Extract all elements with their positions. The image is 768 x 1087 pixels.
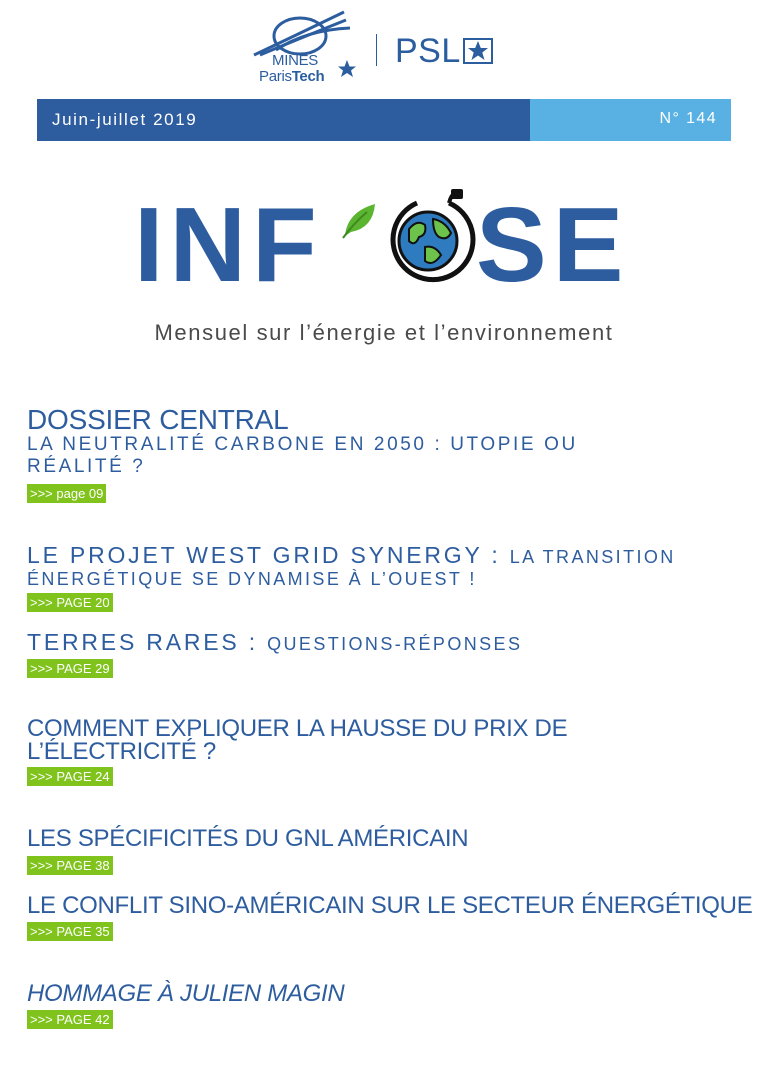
dossier-title: DOSSIER CENTRAL xyxy=(27,404,289,435)
dossier-page-link[interactable]: >>> page 09 xyxy=(27,484,106,503)
terres-rares-title: TERRES RARES : QUESTIONS-RÉPONSES xyxy=(27,629,523,655)
hommage-page-link[interactable]: >>> PAGE 42 xyxy=(27,1010,113,1029)
hommage-title: HOMMAGE À JULIEN MAGIN xyxy=(27,980,345,1007)
west-grid-title-cont: ÉNERGÉTIQUE SE DYNAMISE À L’OUEST ! xyxy=(27,569,477,589)
publisher-logos xyxy=(0,0,768,95)
mines-logo-text: MINES xyxy=(272,52,319,69)
band-left xyxy=(37,99,530,141)
issue-number: N° 144 xyxy=(659,110,717,127)
west-grid-title: LE PROJET WEST GRID SYNERGY : LA TRANSITION xyxy=(27,542,676,568)
terres-rares-page-link[interactable]: >>> PAGE 29 xyxy=(27,659,113,678)
west-grid-page-link[interactable]: >>> PAGE 20 xyxy=(27,593,113,612)
leaf-icon xyxy=(341,202,377,240)
paristech-logo-text: ParisTech xyxy=(259,68,325,85)
tagline: Mensuel sur l’énergie et l’environnement xyxy=(154,320,614,345)
logo-divider xyxy=(376,34,377,66)
dossier-subtitle: LA NEUTRALITÉ CARBONE EN 2050 : UTOPIE OU RÉALITÉ ? xyxy=(27,434,578,477)
electricite-title-line1: COMMENT EXPLIQUER LA HAUSSE DU PRIX DE xyxy=(27,715,568,742)
electricite-page-link[interactable]: >>> PAGE 24 xyxy=(27,767,113,786)
band-right xyxy=(530,99,731,141)
globe-plug-icon xyxy=(381,189,476,294)
psl-logo-text: PSL xyxy=(395,32,461,70)
gnl-page-link[interactable]: >>> PAGE 38 xyxy=(27,856,113,875)
issue-date: Juin-juillet 2019 xyxy=(52,110,198,129)
conflit-title: LE CONFLIT SINO-AMÉRICAIN SUR LE SECTEUR ÉNERGÉTIQUE xyxy=(27,892,753,919)
issue-header-band xyxy=(37,99,731,141)
gnl-title: LES SPÉCIFICITÉS DU GNL AMÉRICAIN xyxy=(27,825,469,852)
masthead-se: SE xyxy=(476,186,630,304)
masthead xyxy=(0,180,768,310)
masthead-inf: INF xyxy=(134,186,323,304)
mines-star-icon xyxy=(337,59,357,79)
electricite-title-line2: L’ÉLECTRICITÉ ? xyxy=(27,738,216,765)
conflit-page-link[interactable]: >>> PAGE 35 xyxy=(27,922,113,941)
psl-star-icon xyxy=(463,38,493,64)
